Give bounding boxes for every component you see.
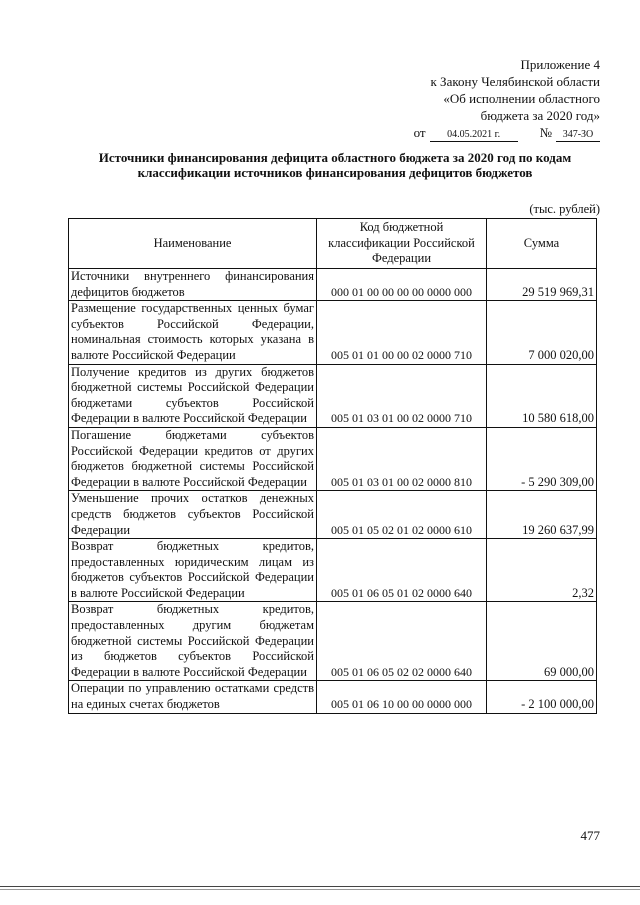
- appendix-line-1: Приложение 4: [520, 57, 600, 72]
- column-header-code: Код бюджетной классификации Российской Федерации: [317, 219, 487, 269]
- row-name: Уменьшение прочих остатков денежных средств бюджетов субъектов Российской Федерации: [69, 491, 317, 539]
- row-name: Возврат бюджетных кредитов, предоставленных юридическим лицам из бюджетов субъектов Российской Федерации в валюте Российской Федерации: [69, 539, 317, 602]
- units-label: (тыс. рублей): [529, 202, 600, 216]
- law-date-number: [414, 124, 600, 142]
- appendix-line-4: бюджета за 2020 год»: [480, 108, 600, 123]
- sources-table: [68, 218, 597, 714]
- row-code: 005 01 06 05 02 02 0000 640: [317, 602, 487, 681]
- row-amount: 10 580 618,00: [487, 364, 597, 427]
- page-number: 477: [580, 828, 600, 843]
- table-row: [69, 539, 597, 602]
- document-title: Источники финансирования дефицита областного бюджета за 2020 год по кодам классификации источников финансирования дефицитов бюджетов: [98, 150, 572, 180]
- table-row: [69, 427, 597, 490]
- row-amount: 2,32: [487, 539, 597, 602]
- table-row: [69, 301, 597, 364]
- table-row: [69, 269, 597, 301]
- row-name: Размещение государственных ценных бумаг субъектов Российской Федерации, номинальная стоимость которых указана в валюте Российской Федерации: [69, 301, 317, 364]
- footer-divider: [0, 886, 640, 887]
- row-amount: 19 260 637,99: [487, 491, 597, 539]
- row-code: 000 01 00 00 00 00 0000 000: [317, 269, 487, 301]
- row-name: Источники внутреннего финансирования дефицитов бюджетов: [69, 269, 317, 301]
- column-header-amount: Сумма: [487, 219, 597, 269]
- table-row: [69, 491, 597, 539]
- row-amount: - 5 290 309,00: [487, 427, 597, 490]
- row-code: 005 01 03 01 00 02 0000 710: [317, 364, 487, 427]
- row-name: Операции по управлению остатками средств на единых счетах бюджетов: [69, 681, 317, 713]
- table-header-row: [69, 219, 597, 269]
- row-amount: 7 000 020,00: [487, 301, 597, 364]
- table-row: [69, 602, 597, 681]
- row-amount: 69 000,00: [487, 602, 597, 681]
- row-name: Получение кредитов из других бюджетов бюджетной системы Российской Федерации бюджетами субъектов Российской Федерации в валюте Российской Федерации: [69, 364, 317, 427]
- table-row: [69, 681, 597, 713]
- row-code: 005 01 05 02 01 02 0000 610: [317, 491, 487, 539]
- row-amount: - 2 100 000,00: [487, 681, 597, 713]
- row-code: 005 01 06 10 00 00 0000 000: [317, 681, 487, 713]
- column-header-name: Наименование: [69, 219, 317, 269]
- footer-divider-secondary: [0, 889, 640, 890]
- law-date: 04.05.2021 г.: [430, 129, 518, 142]
- appendix-line-2: к Закону Челябинской области: [430, 74, 600, 89]
- table-row: [69, 364, 597, 427]
- from-label: от: [413, 125, 426, 140]
- row-code: 005 01 03 01 00 02 0000 810: [317, 427, 487, 490]
- appendix-header: [414, 56, 600, 142]
- number-label: №: [539, 125, 552, 140]
- law-number: 347-ЗО: [556, 129, 600, 142]
- row-code: 005 01 06 05 01 02 0000 640: [317, 539, 487, 602]
- row-amount: 29 519 969,31: [487, 269, 597, 301]
- appendix-line-3: «Об исполнении областного: [443, 91, 600, 106]
- row-name: Возврат бюджетных кредитов, предоставленных другим бюджетам бюджетной системы Российской Федерации из бюджетов субъектов Российской Федерации в валюте Российской Федерации: [69, 602, 317, 681]
- row-name: Погашение бюджетами субъектов Российской Федерации кредитов от других бюджетов бюджетной системы Российской Федерации в валюте Российской Федерации: [69, 427, 317, 490]
- row-code: 005 01 01 00 00 02 0000 710: [317, 301, 487, 364]
